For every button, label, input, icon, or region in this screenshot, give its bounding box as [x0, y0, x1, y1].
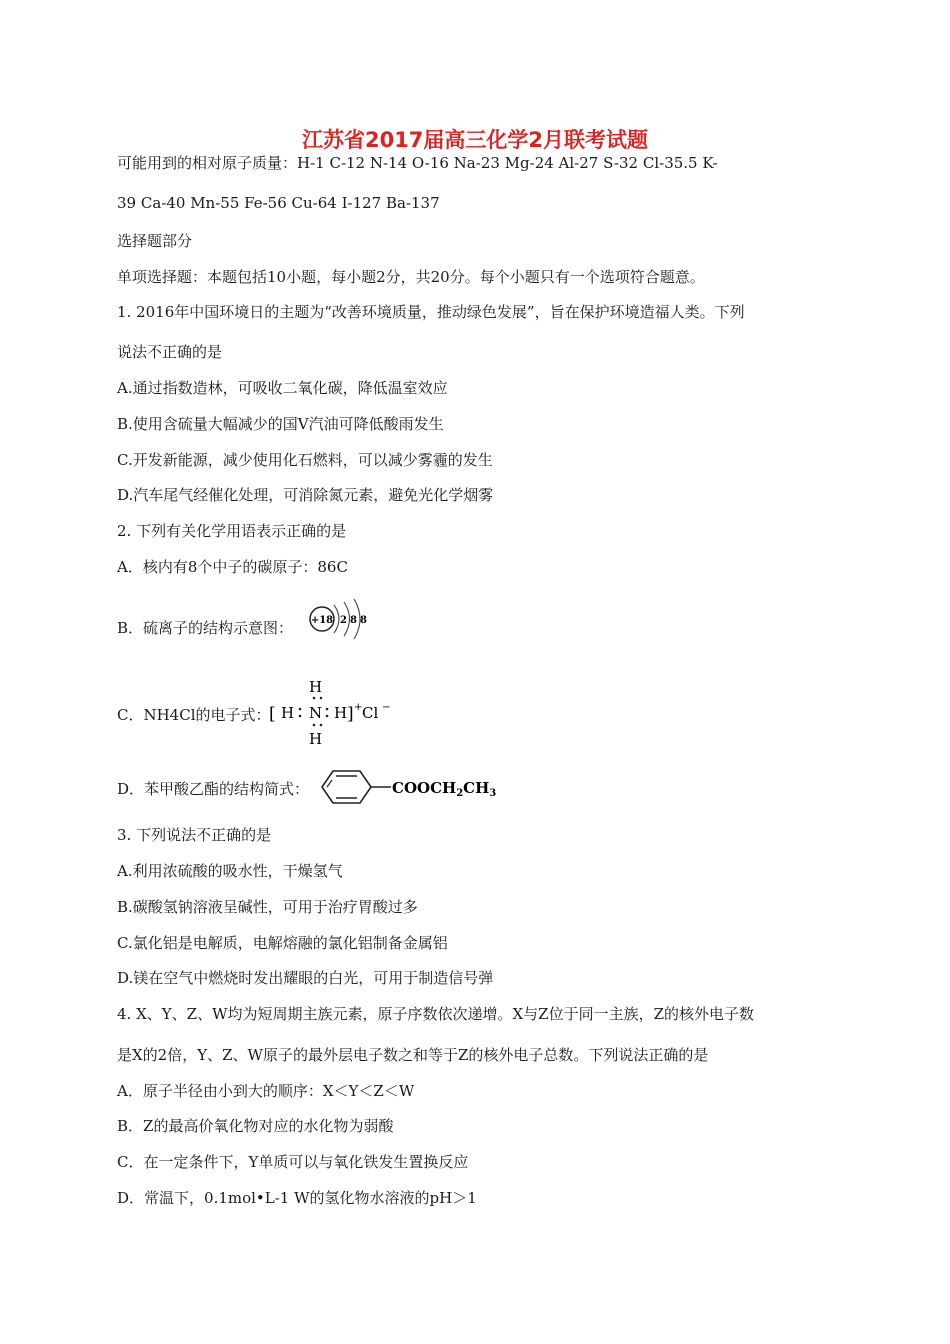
sulfide-ion-structure-diagram: [300, 597, 372, 645]
question-3-stem: 3. 下列说法不正确的是: [117, 826, 272, 844]
n-atom: N: [309, 704, 323, 722]
question-3-option-a: A.利用浓硫酸的吸水性，干燥氢气: [117, 862, 343, 880]
ammonium-chloride-electron-formula: [265, 672, 405, 752]
question-3-option-b: B.碳酸氢钠溶液呈碱性，可用于治疗胃酸过多: [117, 898, 418, 916]
bracket-left: [: [269, 704, 276, 724]
question-2-option-a: A．核内有8个中子的碳原子：86C: [117, 558, 348, 576]
h-bottom: H: [309, 730, 323, 748]
question-4-stem-line-2: 是X的2倍，Y、Z、W原子的最外层电子数之和等于Z的核外电子总数。下列说法正确的是: [117, 1046, 709, 1064]
shell-electrons-2: 8: [350, 615, 357, 626]
h-left: H: [281, 704, 295, 722]
question-1-option-c: C.开发新能源，减少使用化石燃料，可以减少雾霾的发生: [117, 451, 493, 469]
question-2-stem: 2. 下列有关化学用语表示正确的是: [117, 522, 347, 540]
nucleus-charge: +18: [310, 615, 334, 626]
question-1-option-a: A.通过指数造林，可吸收二氧化碳，降低温室效应: [117, 379, 448, 397]
ethyl-benzoate-structure: [318, 765, 498, 809]
cation-charge: +: [354, 702, 363, 713]
chloride-anion: Cl: [362, 704, 379, 722]
question-1-stem-line-2: 说法不正确的是: [117, 343, 223, 361]
question-3-option-d: D.镁在空气中燃烧时发出耀眼的白光，可用于制造信号弹: [117, 969, 494, 987]
question-3-option-c: C.氯化铝是电解质，电解熔融的氯化铝制备金属铝: [117, 934, 448, 952]
page-title: 江苏省2017届高三化学2月联考试题: [301, 128, 649, 152]
question-1-stem-line-1: 1. 2016年中国环境日的主题为“改善环境质量，推动绿色发展”，旨在保护环境造福人类。下列: [117, 303, 745, 321]
ester-group-text: $COOCH_2CH_3$: [392, 779, 497, 799]
question-1-option-d: D.汽车尾气经催化处理，可消除氮元素，避免光化学烟雾: [117, 486, 494, 504]
question-4-option-b: B．Z的最高价氧化物对应的水化物为弱酸: [117, 1117, 394, 1135]
shell-electrons-1: 2: [340, 615, 347, 626]
question-4-option-c: C．在一定条件下，Y单质可以与氧化铁发生置换反应: [117, 1153, 469, 1171]
bracket-right: ]: [347, 704, 354, 724]
h-right: H: [334, 704, 348, 722]
question-4-option-a: A．原子半径由小到大的顺序：X＜Y＜Z＜W: [117, 1082, 415, 1100]
atomic-masses-line-1: 可能用到的相对原子质量：H-1 C-12 N-14 O-16 Na-23 Mg-24 Al-27 S-32 Cl-35.5 K-: [117, 154, 718, 172]
question-2-option-d: D．苯甲酸乙酯的结构简式：: [117, 780, 310, 798]
question-1-option-b: B.使用含硫量大幅减少的国Ⅴ汽油可降低酸雨发生: [117, 415, 444, 433]
h-top: H: [309, 678, 323, 696]
question-4-option-d: D．常温下，0.1mol•L-1 W的氢化物水溶液的pH＞1: [117, 1189, 477, 1207]
section-label: 选择题部分: [117, 232, 193, 250]
instructions: 单项选择题：本题包括10小题，每小题2分，共20分。每个小题只有一个选项符合题意。: [117, 268, 705, 286]
question-4-stem-line-1: 4. X、Y、Z、W均为短周期主族元素，原子序数依次递增。X与Z位于同一主族，Z的核外电子数: [117, 1005, 755, 1023]
atomic-masses-line-2: 39 Ca-40 Mn-55 Fe-56 Cu-64 I-127 Ba-137: [117, 194, 440, 212]
anion-charge: −: [382, 702, 391, 713]
question-2-option-c: C．NH4Cl的电子式：: [117, 706, 271, 724]
shell-electrons-3: 8: [360, 615, 367, 626]
question-2-option-b: B．硫离子的结构示意图：: [117, 619, 294, 637]
